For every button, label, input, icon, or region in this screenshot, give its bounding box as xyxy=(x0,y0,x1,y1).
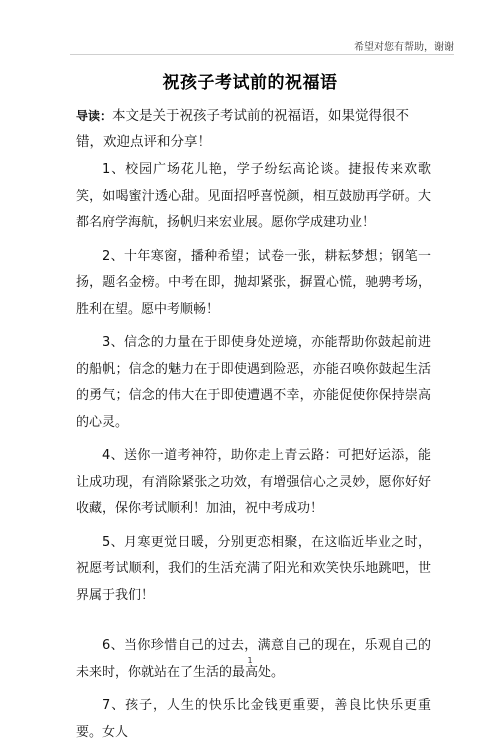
blessing-paragraph-7: 7、孩子，人生的快乐比金钱更重要，善良比快乐更重要。女人 xyxy=(76,698,431,740)
header-note: 希望对您有帮助，谢谢 xyxy=(354,42,454,53)
intro-text: 本文是关于祝孩子考试前的祝福语，如果觉得很不错，欢迎点评和分享！ xyxy=(76,108,410,150)
intro-lead: 导读： xyxy=(76,109,113,123)
header-divider xyxy=(70,54,454,55)
document-title: 祝孩子考试前的祝福语 xyxy=(162,73,338,93)
blessing-paragraph-3: 3、信念的力量在于即使身处逆境，亦能帮助你鼓起前进的船帆；信念的魅力在于即使遇到险恶，亦能召唤你鼓起生活的勇气；信念的伟大在于即使遭遇不幸，亦能促使你保持崇高的心灵。 xyxy=(76,335,431,430)
intro-paragraph xyxy=(76,103,431,155)
blessing-paragraph-2: 2、十年寒窗，播种希望；试卷一张，耕耘梦想；钢笔一扬，题名金榜。中考在即，抛却紧张，摒置心慌，驰骋考场，胜利在望。愿中考顺畅！ xyxy=(76,248,431,317)
blessing-paragraph-1: 1、校园广场花儿艳，学子纷纭高论谈。捷报传来欢歌笑，如喝蜜汁透心甜。见面招呼喜悦颜，相互鼓励再学研。大都名府学海航，扬帆归来宏业展。愿你学成建功业！ xyxy=(76,162,431,230)
blessing-paragraph-5: 5、月寒更觉日暖，分别更恋相聚，在这临近毕业之时，祝愿考试顺利，我们的生活充满了阳光和欢笑快乐地跳吧，世界属于我们！ xyxy=(76,534,431,603)
blessing-paragraph-4: 4、送你一道考神符，助你走上青云路：可把好运添，能让成功现，有消除紧张之功效，有增强信心之灵妙，愿你好好收藏，保你考试顺利！加油，祝中考成功！ xyxy=(76,448,431,516)
blessing-paragraph-6: 6、当你珍惜自己的过去，满意自己的现在，乐观自己的未来时，你就站在了生活的最高处。 xyxy=(76,638,431,680)
page-number: 1 xyxy=(247,656,253,665)
